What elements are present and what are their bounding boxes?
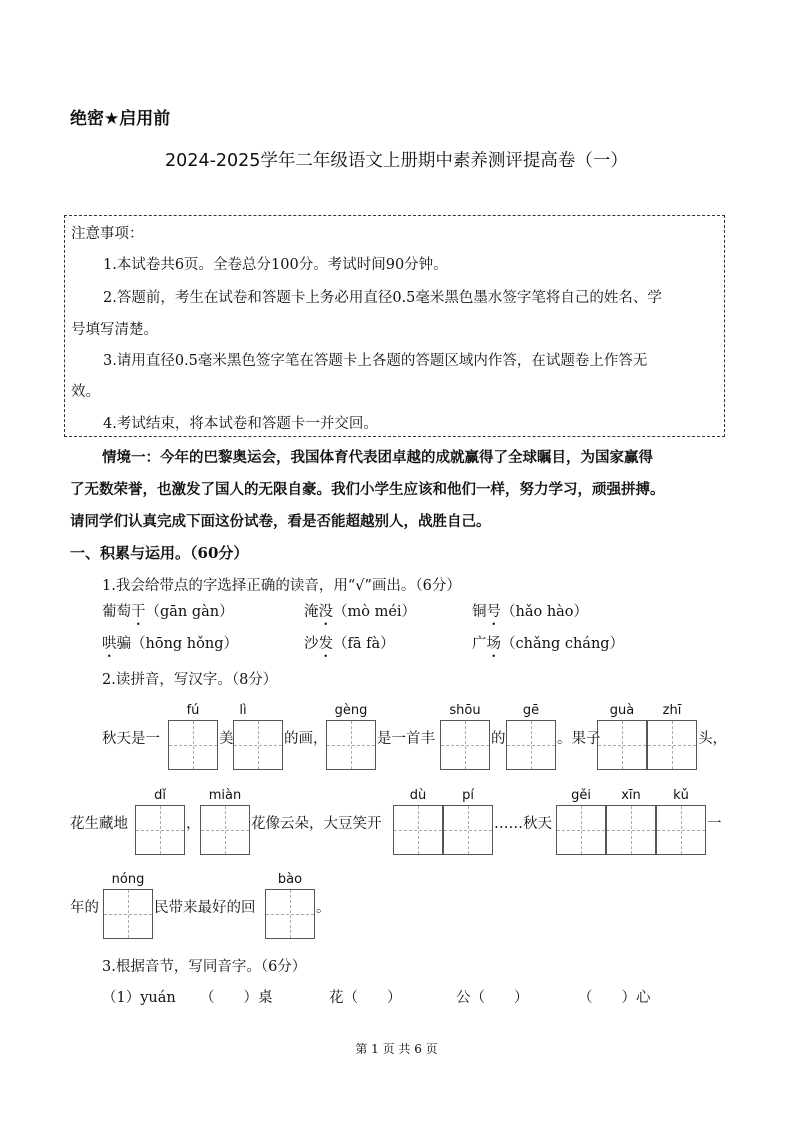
q2-text: 的画， <box>284 731 328 747</box>
q2-text: ……秋天 <box>494 816 552 832</box>
write-grid[interactable] <box>556 805 606 855</box>
q2-text: 民带来最好的回 <box>154 900 256 916</box>
pinyin-label: miàn <box>208 788 242 803</box>
q3-item: （1）yuán <box>102 990 176 1006</box>
q3-item: （ ）桌 <box>200 990 273 1006</box>
write-grid[interactable] <box>647 720 697 770</box>
write-grid[interactable] <box>168 720 218 770</box>
q3-prompt: 3.根据音节，写同音字。（6分） <box>102 959 307 975</box>
pinyin-label: nóng <box>111 872 145 887</box>
pinyin-label: gē <box>522 703 540 718</box>
pinyin-label: dù <box>409 788 427 803</box>
notice-heading: 注意事项： <box>71 226 144 242</box>
q2-text: 。果子 <box>557 731 601 747</box>
section-title: 一、积累与运用。（60分） <box>70 544 249 562</box>
write-grid[interactable] <box>606 805 656 855</box>
pinyin-label: xīn <box>621 788 641 803</box>
notice-item: 号填写清楚。 <box>71 322 158 338</box>
q1-item: 葡萄干（gān gàn） <box>102 604 234 620</box>
q1-item: 沙发（fā fà） <box>304 636 395 652</box>
write-grid[interactable] <box>393 805 443 855</box>
q2-text: 。 <box>316 900 331 916</box>
q2-text: 美 <box>219 731 234 747</box>
q2-text: 年的 <box>70 900 99 916</box>
notice-item: 4.考试结束，将本试卷和答题卡一并交回。 <box>103 416 378 432</box>
write-grid[interactable] <box>265 889 315 939</box>
write-grid[interactable] <box>656 805 706 855</box>
notice-box <box>64 215 725 437</box>
q1-item: 广场（chǎng cháng） <box>472 636 625 652</box>
q3-item: （ ）心 <box>578 990 651 1006</box>
context-line: 了无数荣誉，也激发了国人的无限自豪。我们小学生应该和他们一样，努力学习，顽强拼搏。 <box>70 481 665 498</box>
notice-item: 效。 <box>71 384 100 400</box>
q2-text: 头， <box>698 731 727 747</box>
write-grid[interactable] <box>200 805 250 855</box>
q2-text: 一 <box>707 816 722 832</box>
notice-item: 1.本试卷共6页。全卷总分100分。考试时间90分钟。 <box>103 257 448 273</box>
page-title: 2024-2025学年二年级语文上册期中素养测评提高卷（一） <box>165 151 628 171</box>
q3-item: 公（ ） <box>456 990 529 1006</box>
q2-text: ， <box>186 816 201 832</box>
q1-item: 淹没（mò méi） <box>304 604 417 620</box>
write-grid[interactable] <box>135 805 185 855</box>
pinyin-label: kǔ <box>673 788 689 803</box>
notice-item: 2.答题前，考生在试卷和答题卡上务必用直径0.5毫米黑色墨水签字笔将自己的姓名、学 <box>103 290 662 306</box>
pinyin-label: lì <box>239 703 247 718</box>
pinyin-label: gěi <box>571 788 591 803</box>
q3-item: 花（ ） <box>329 990 402 1006</box>
write-grid[interactable] <box>506 720 556 770</box>
pinyin-label: shōu <box>449 703 481 718</box>
pinyin-label: fú <box>186 703 200 718</box>
context-line: 请同学们认真完成下面这份试卷，看是否能超越别人，战胜自己。 <box>70 513 491 530</box>
q1-prompt: 1.我会给带点的字选择正确的读音，用“√”画出。（6分） <box>102 578 461 594</box>
pinyin-label: zhī <box>662 703 682 718</box>
q2-text: 花生藏地 <box>70 816 128 832</box>
q1-item: 哄骗（hōng hǒng） <box>102 636 238 652</box>
q2-text: 的 <box>491 731 506 747</box>
pinyin-label: pí <box>462 788 474 803</box>
pinyin-label: gèng <box>334 703 368 718</box>
context-line: 情境一：今年的巴黎奥运会，我国体育代表团卓越的成就赢得了全球瞩目，为国家赢得 <box>102 449 653 466</box>
secret-label: 绝密★启用前 <box>70 109 171 129</box>
pinyin-label: bào <box>277 872 303 887</box>
write-grid[interactable] <box>326 720 376 770</box>
q2-text: 秋天是一 <box>102 731 160 747</box>
q2-prompt: 2.读拼音，写汉字。（8分） <box>102 672 278 688</box>
pinyin-label: dǐ <box>154 788 166 803</box>
write-grid[interactable] <box>443 805 493 855</box>
write-grid[interactable] <box>233 720 283 770</box>
write-grid[interactable] <box>440 720 490 770</box>
pinyin-label: guà <box>609 703 635 718</box>
notice-item: 3.请用直径0.5毫米黑色签字笔在答题卡上各题的答题区域内作答，在试题卷上作答无 <box>103 353 648 369</box>
write-grid[interactable] <box>103 889 153 939</box>
q1-item: 铜号（hǎo hào） <box>472 604 589 620</box>
q2-text: 花像云朵，大豆笑开 <box>251 816 382 832</box>
page-footer: 第 1 页 共 6 页 <box>355 1042 438 1056</box>
write-grid[interactable] <box>597 720 647 770</box>
q2-text: 是一首丰 <box>377 731 435 747</box>
